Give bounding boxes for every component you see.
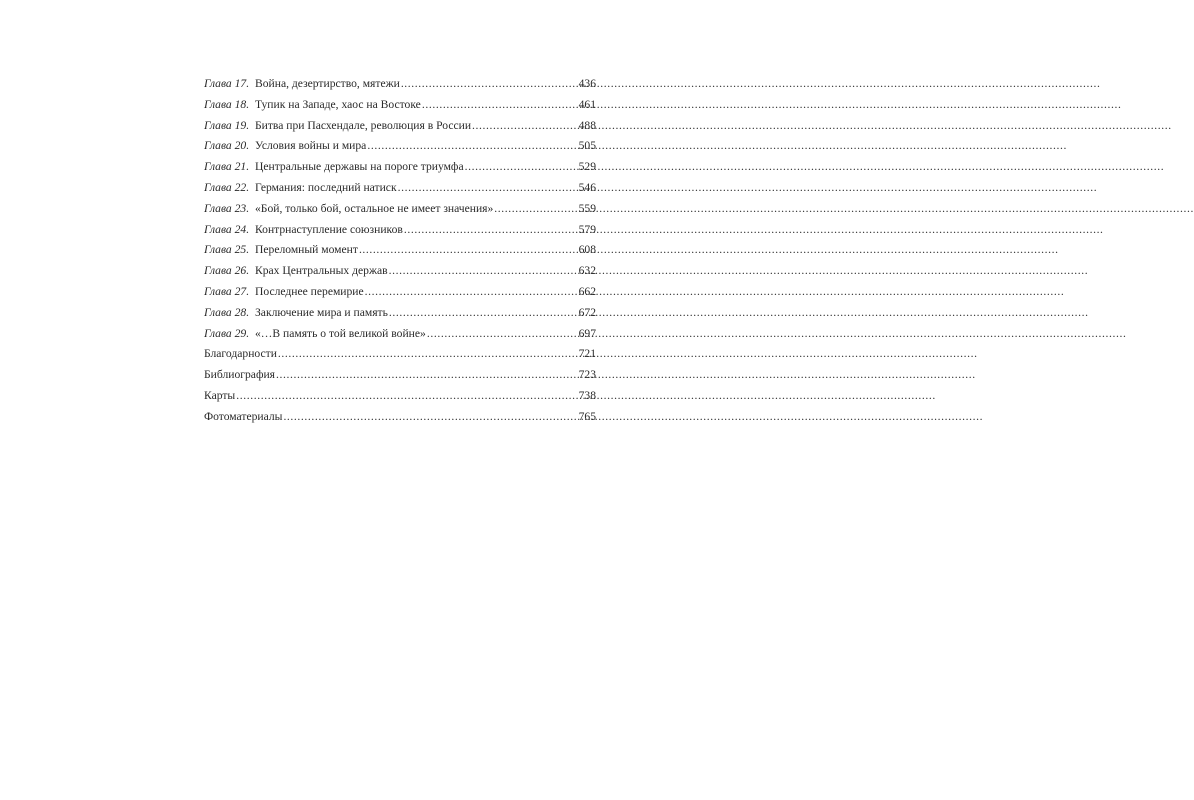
entry-title: Заключение мира и память bbox=[255, 305, 388, 319]
toc-entry bbox=[204, 282, 596, 303]
entry-title: Последнее перемирие bbox=[255, 284, 364, 298]
toc-entry bbox=[204, 136, 596, 157]
dot-leader bbox=[389, 303, 578, 324]
chapter-label: Глава 19. bbox=[204, 118, 250, 132]
chapter-label: Глава 17. bbox=[204, 77, 250, 90]
toc-entry bbox=[204, 365, 596, 386]
chapter-label: Глава 28. bbox=[204, 305, 250, 319]
toc-entry bbox=[204, 157, 596, 178]
dot-leader bbox=[276, 365, 578, 386]
dot-leader bbox=[283, 407, 577, 428]
toc-entry bbox=[204, 240, 596, 261]
entry-title: Тупик на Западе, хаос на Востоке bbox=[255, 97, 421, 111]
page-number: 721 bbox=[578, 347, 596, 361]
toc-entry bbox=[204, 95, 596, 116]
dot-leader bbox=[359, 240, 578, 261]
entry-title: Битва при Пасхендале, революция в России bbox=[255, 118, 472, 132]
page-number: 765 bbox=[578, 409, 596, 423]
chapter-label: Глава 24. bbox=[204, 222, 250, 236]
page-number: 632 bbox=[578, 264, 596, 278]
page-number: 579 bbox=[578, 222, 596, 236]
dot-leader bbox=[494, 199, 577, 220]
toc-entry bbox=[204, 303, 596, 324]
entry-title: Крах Центральных держав bbox=[255, 264, 388, 278]
entry-title: «Бой, только бой, остальное не имеет значения» bbox=[255, 201, 494, 215]
toc-entry bbox=[204, 324, 596, 345]
chapter-label: Глава 29. bbox=[204, 326, 250, 340]
toc-entry bbox=[204, 178, 596, 199]
toc-entry bbox=[204, 74, 596, 95]
dot-leader bbox=[365, 282, 578, 303]
entry-title: Война, дезертирство, мятежи bbox=[255, 77, 400, 90]
dot-leader bbox=[389, 261, 578, 282]
entry-title: Благодарности bbox=[204, 347, 277, 361]
entry-title: Фотоматериалы bbox=[204, 409, 283, 423]
dot-leader bbox=[404, 220, 578, 241]
dot-leader bbox=[422, 95, 578, 116]
toc-entry bbox=[204, 116, 596, 137]
dot-leader bbox=[278, 344, 578, 365]
entry-title: Карты bbox=[204, 388, 236, 402]
page-number: 546 bbox=[578, 180, 596, 194]
chapter-label: Глава 22. bbox=[204, 180, 250, 194]
page-number: 559 bbox=[578, 201, 596, 215]
dot-leader bbox=[472, 116, 578, 137]
chapter-label: Глава 18. bbox=[204, 97, 250, 111]
entry-title: Германия: последний натиск bbox=[255, 180, 397, 194]
page-number: 505 bbox=[578, 139, 596, 153]
page-number: 436 bbox=[578, 77, 596, 90]
page-number: 608 bbox=[578, 243, 596, 257]
dot-leader bbox=[401, 74, 578, 95]
entry-title: «…В память о той великой войне» bbox=[255, 326, 426, 340]
toc-entry bbox=[204, 407, 596, 428]
entry-title: Библиография bbox=[204, 368, 276, 382]
toc-entry bbox=[204, 344, 596, 365]
entry-title: Переломный момент bbox=[255, 243, 358, 257]
chapter-label: Глава 26. bbox=[204, 264, 250, 278]
chapter-label: Глава 23. bbox=[204, 201, 250, 215]
toc-entry bbox=[204, 386, 596, 407]
page-number: 738 bbox=[578, 388, 596, 402]
page-number: 662 bbox=[578, 284, 596, 298]
chapter-label: Глава 20. bbox=[204, 139, 250, 153]
dot-leader bbox=[398, 178, 578, 199]
entry-title: Контрнаступление союзников bbox=[255, 222, 403, 236]
chapter-label: Глава 21. bbox=[204, 160, 250, 174]
entry-title: Условия войны и мира bbox=[255, 139, 367, 153]
page-number: 488 bbox=[578, 118, 596, 132]
toc-entry bbox=[204, 261, 596, 282]
chapter-label: Глава 25. bbox=[204, 243, 250, 257]
page-number: 697 bbox=[578, 326, 596, 340]
page-number: 672 bbox=[578, 305, 596, 319]
table-of-contents bbox=[204, 74, 596, 428]
chapter-label: Глава 27. bbox=[204, 284, 250, 298]
toc-entry bbox=[204, 220, 596, 241]
dot-leader bbox=[367, 136, 577, 157]
page-number: 723 bbox=[578, 368, 596, 382]
dot-leader bbox=[465, 157, 578, 178]
page-number: 461 bbox=[578, 97, 596, 111]
toc-entry bbox=[204, 199, 596, 220]
dot-leader bbox=[236, 386, 577, 407]
dot-leader bbox=[427, 324, 578, 345]
page-number: 529 bbox=[578, 160, 596, 174]
entry-title: Центральные державы на пороге триумфа bbox=[255, 160, 464, 174]
